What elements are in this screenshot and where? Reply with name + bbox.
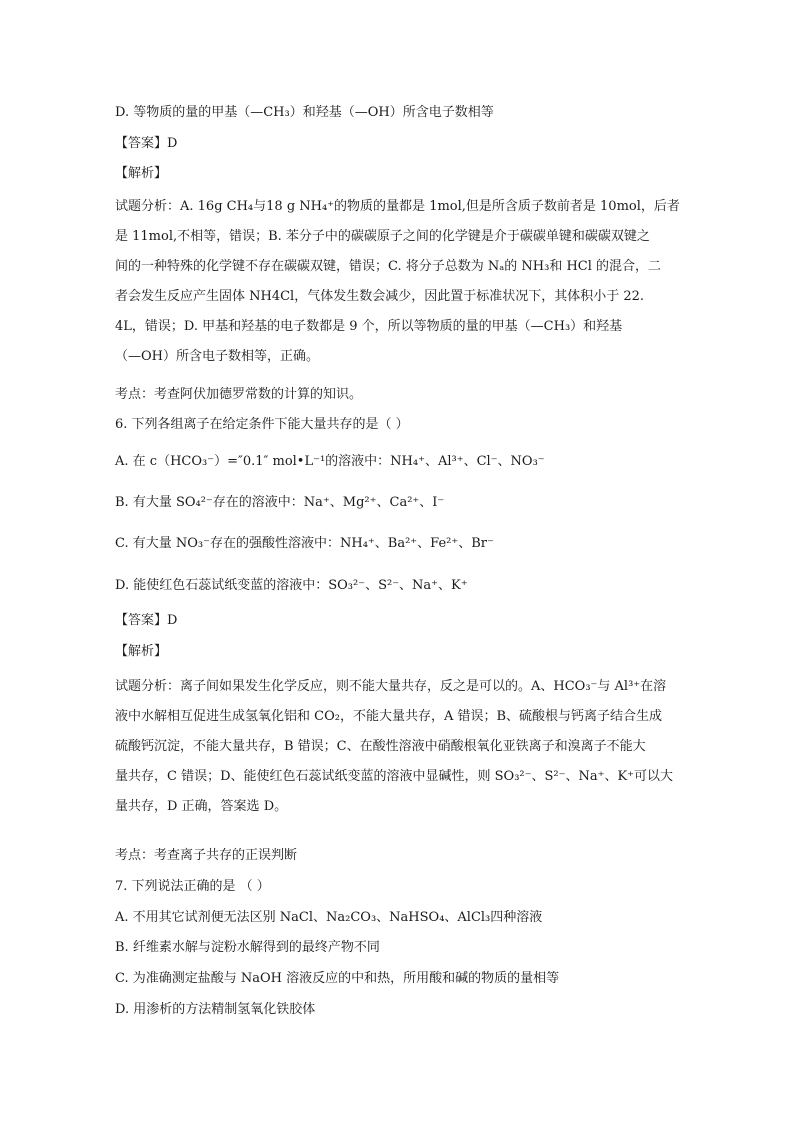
- q6-analysis-label: 【解析】: [115, 644, 168, 659]
- q6-analysis-line: 硫酸钙沉淀，不能大量共存，B 错误；C、在酸性溶液中硝酸根氧化亚铁离子和溴离子不能大: [115, 739, 646, 754]
- q6-analysis-line: 量共存，C 错误；D、能使红色石蕊试纸变蓝的溶液中显碱性，则 SO₃²⁻、S²⁻、Na⁺、K⁺可以大: [115, 769, 674, 784]
- q5-analysis-label: 【解析】: [115, 166, 168, 181]
- q7-stem: 7. 下列说法正确的是 （ ）: [115, 879, 270, 894]
- q5-analysis-line: 间的一种特殊的化学键不存在碳碳双键，错误；C. 将分子总数为 Nₐ的 NH₃和 HCl 的混合，二: [115, 259, 662, 274]
- q7-option-d: D. 用渗析的方法精制氢氧化铁胶体: [115, 1002, 316, 1017]
- q6-analysis-line: 液中水解相互促进生成氢氧化铝和 CO₂，不能大量共存，A 错误；B、硫酸根与钙离子结合生成: [115, 709, 663, 724]
- q7-option-c: C. 为准确测定盐酸与 NaOH 溶液反应的中和热，所用酸和碱的物质的量相等: [115, 971, 560, 986]
- q5-analysis-line: 者会发生反应产生固体 NH4Cl，气体发生数会减少，因此置于标准状况下，其体积小于 22.: [115, 289, 645, 304]
- q6-analysis-text: [115, 672, 690, 822]
- q6-analysis-line: 试题分析：离子间如果发生化学反应，则不能大量共存，反之是可以的。A、HCO₃⁻与 Al³⁺在溶: [115, 679, 667, 694]
- q5-answer-label: 【答案】D: [115, 136, 178, 151]
- q6-option-c: C. 有大量 NO₃⁻存在的强酸性溶液中：NH₄⁺、Ba²⁺、Fe²⁺、Br⁻: [115, 536, 494, 551]
- q5-analysis-line: 是 11mol,不相等，错误；B. 苯分子中的碳碳原子之间的化学键是介于碳碳单键和碳碳双键之: [115, 229, 650, 244]
- q5-kaodian: 考点：考查阿伏加德罗常数的计算的知识。: [115, 387, 363, 402]
- q6-option-d: D. 能使红色石蕊试纸变蓝的溶液中：SO₃²⁻、S²⁻、Na⁺、K⁺: [115, 578, 468, 593]
- q6-kaodian: 考点：考查离子共存的正误判断: [115, 848, 298, 863]
- q6-option-a: A. 在 c（HCO₃⁻）=″0.1″ mol•L⁻¹的溶液中：NH₄⁺、Al³⁺、Cl⁻、NO₃⁻: [115, 454, 545, 469]
- q6-answer-label: 【答案】D: [115, 613, 178, 628]
- q5-analysis-text: [115, 192, 690, 372]
- q5-analysis-line: （—OH）所含电子数相等，正确。: [115, 349, 319, 364]
- q6-option-b: B. 有大量 SO₄²⁻存在的溶液中：Na⁺、Mg²⁺、Ca²⁺、I⁻: [115, 495, 445, 510]
- q5-analysis-line: 4L，错误；D. 甲基和羟基的电子数都是 9 个，所以等物质的量的甲基（—CH₃）和羟基: [115, 319, 623, 334]
- q7-option-b: B. 纤维素水解与淀粉水解得到的最终产物不同: [115, 940, 380, 955]
- q6-stem: 6. 下列各组离子在给定条件下能大量共存的是（ ）: [115, 417, 409, 432]
- q5-analysis-line: 试题分析：A. 16g CH₄与18 g NH₄⁺的物质的量都是 1mol,但是所含质子数前者是 10mol，后者: [115, 199, 680, 214]
- q6-analysis-line: 量共存，D 正确，答案选 D。: [115, 799, 288, 814]
- q5-option-d: D. 等物质的量的甲基（—CH₃）和羟基（—OH）所含电子数相等: [115, 105, 494, 120]
- q7-option-a: A. 不用其它试剂便无法区别 NaCl、Na₂CO₃、NaHSO₄、AlCl₃四种溶液: [115, 910, 543, 925]
